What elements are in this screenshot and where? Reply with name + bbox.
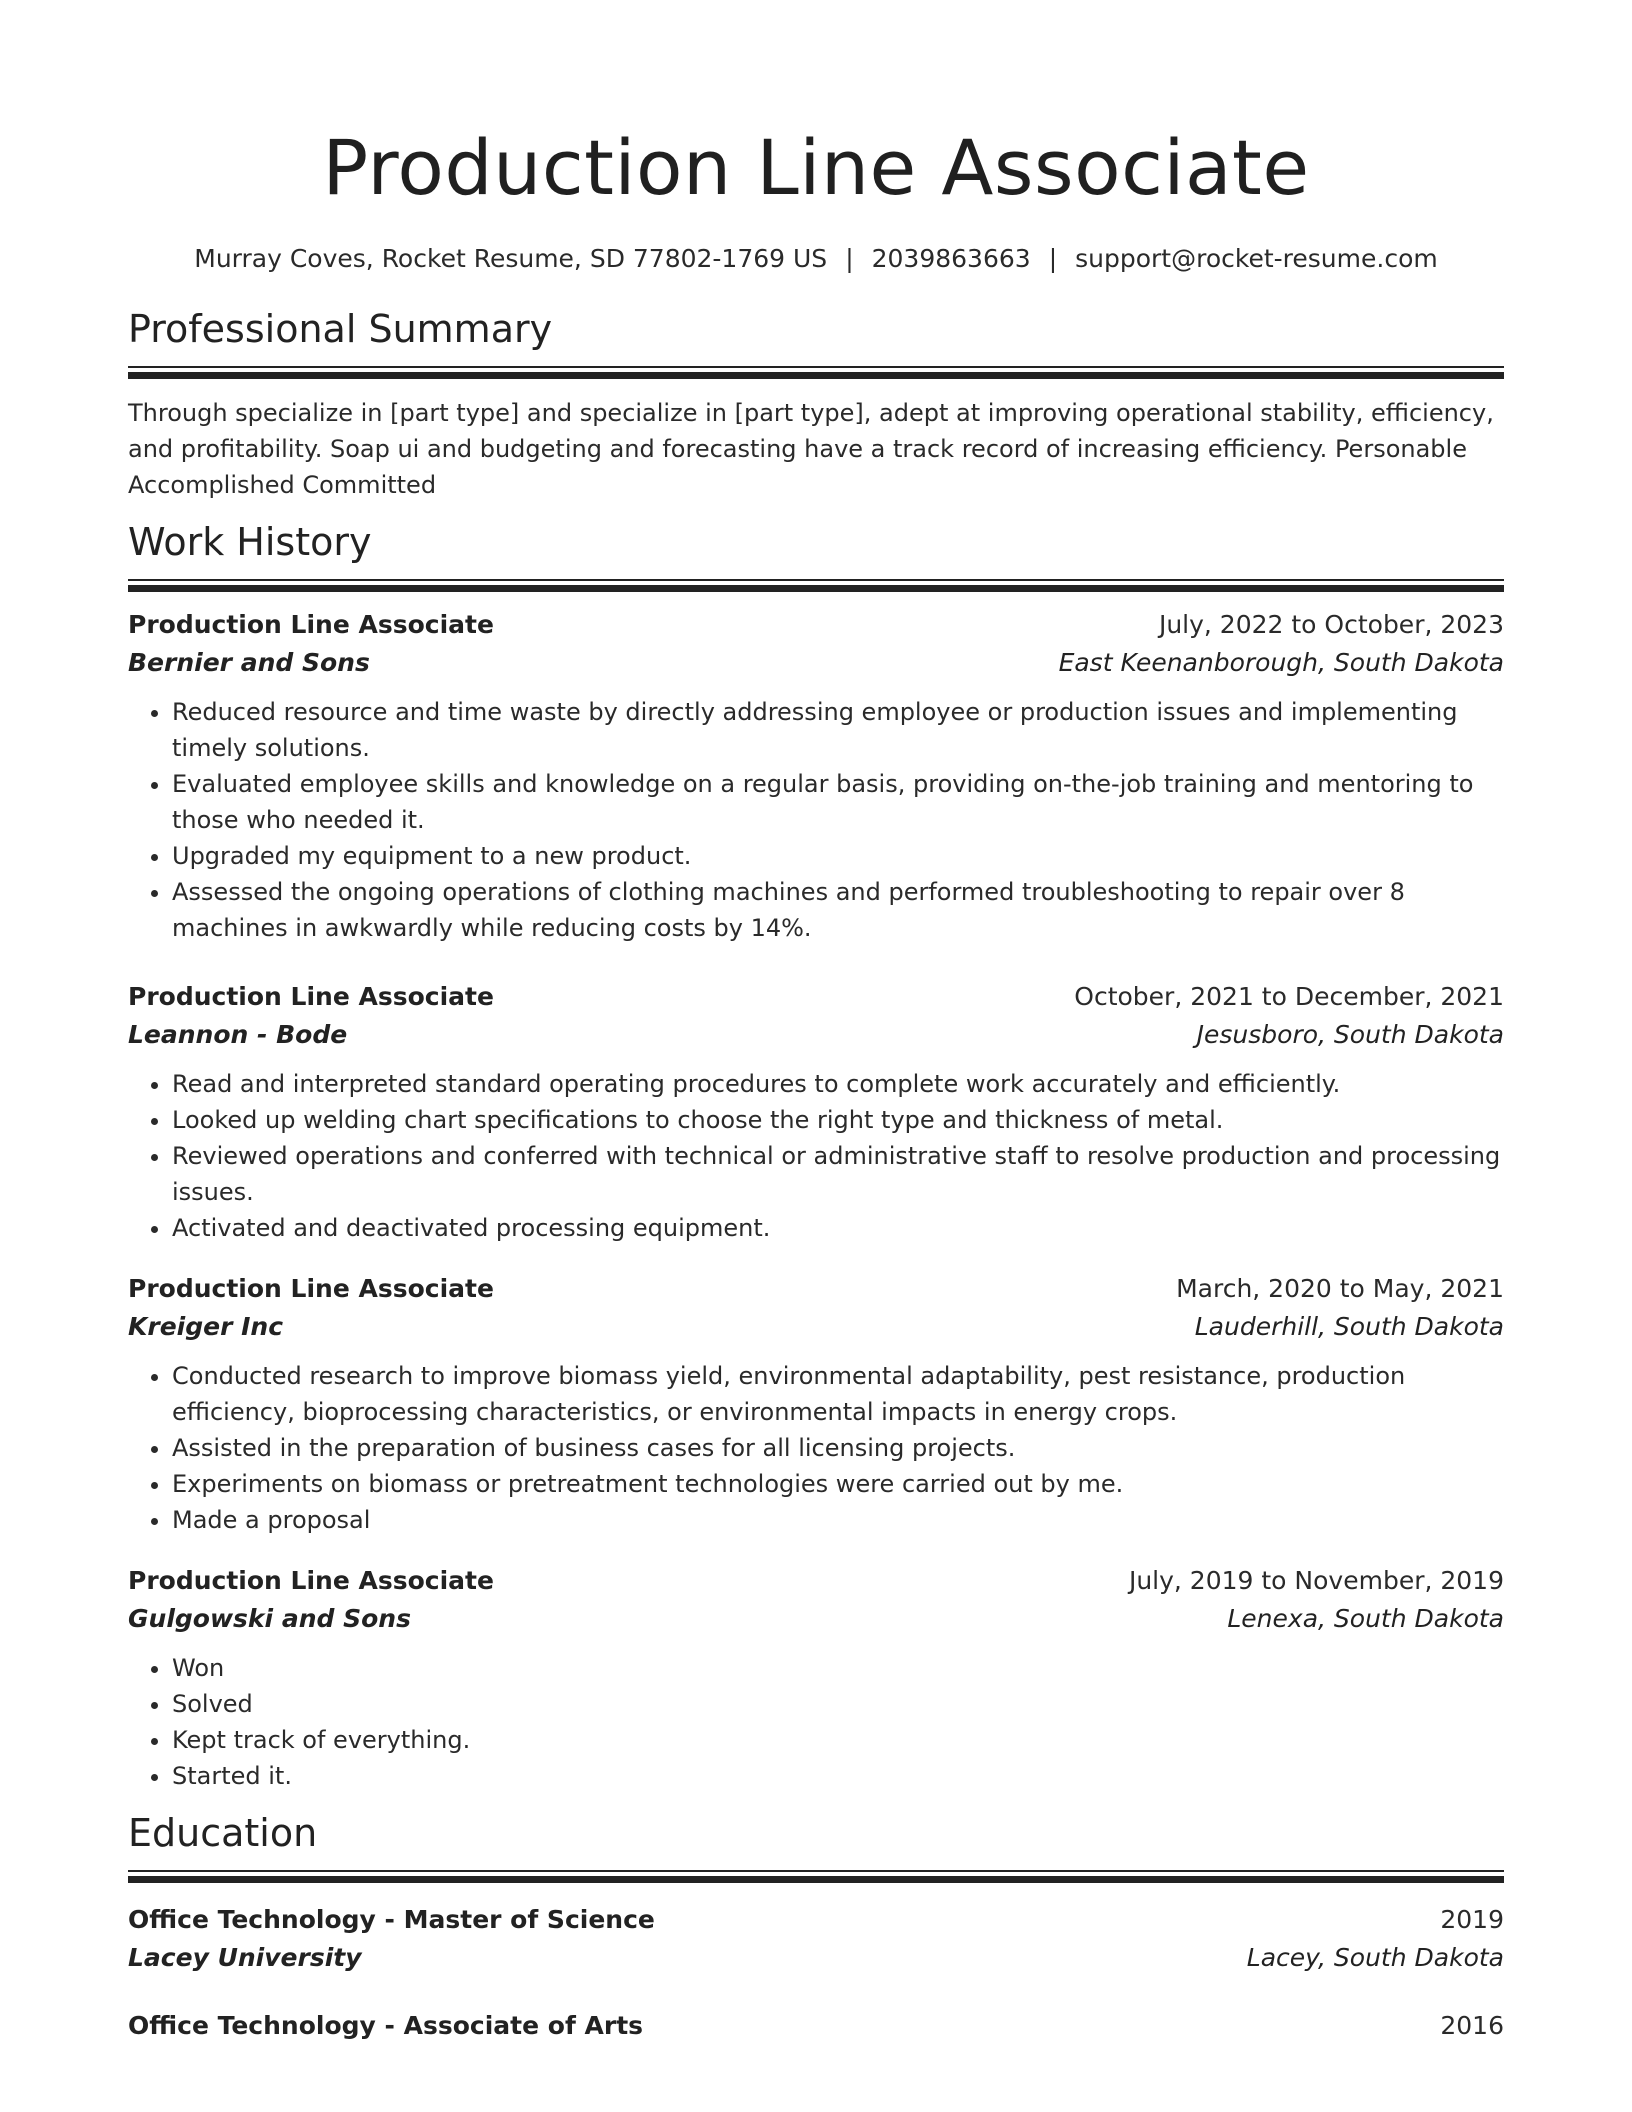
education-entry bbox=[128, 2007, 1504, 2045]
job-bullet: • Experiments on biomass or pretreatment technologies were carried out by me. bbox=[172, 1466, 1504, 1502]
section-divider bbox=[128, 366, 1504, 379]
job-bullets bbox=[128, 1650, 1504, 1794]
education-degree: Office Technology - Associate of Arts bbox=[128, 2011, 644, 2040]
job-bullets bbox=[128, 1358, 1504, 1538]
contact-email: support@rocket-resume.com bbox=[1075, 244, 1438, 273]
section-title-education: Education bbox=[128, 1811, 318, 1855]
job-bullet: • Kept track of everything. bbox=[172, 1722, 1504, 1758]
work-history-section bbox=[128, 517, 1504, 1794]
job-bullet: • Solved bbox=[172, 1686, 1504, 1722]
summary-text: Through specialize in [part type] and specialize in [part type], adept at improving operational stability, efficiency, and profitability. Soap ui and budgeting and forecasting have a track record of increasing efficiency. Personable Accomplished Committed bbox=[128, 399, 1494, 499]
job-bullet: • Upgraded my equipment to a new product. bbox=[172, 838, 1504, 874]
job-bullets bbox=[128, 694, 1504, 946]
job-location: Lauderhill, South Dakota bbox=[1194, 1312, 1504, 1341]
job-dates: March, 2020 to May, 2021 bbox=[1176, 1274, 1504, 1303]
job-entry bbox=[128, 1270, 1504, 1538]
job-title: Production Line Associate bbox=[128, 982, 494, 1011]
job-entry bbox=[128, 978, 1504, 1246]
job-bullet: • Conducted research to improve biomass yield, environmental adaptability, pest resistance, production efficiency, bioprocessing characteristics, or environmental impacts in energy crops. bbox=[172, 1358, 1504, 1430]
job-bullet: • Evaluated employee skills and knowledge on a regular basis, providing on-the-job training and mentoring to those who needed it. bbox=[172, 766, 1504, 838]
job-bullet: • Activated and deactivated processing equipment. bbox=[172, 1210, 1504, 1246]
summary-section bbox=[128, 304, 1504, 503]
job-location: Lenexa, South Dakota bbox=[1227, 1604, 1504, 1633]
education-degree: Office Technology - Master of Science bbox=[128, 1905, 655, 1934]
job-bullet: • Reviewed operations and conferred with technical or administrative staff to resolve production and processing issues. bbox=[172, 1138, 1504, 1210]
job-dates: July, 2019 to November, 2019 bbox=[1128, 1566, 1504, 1595]
education-year: 2019 bbox=[1440, 1905, 1504, 1934]
job-bullet: • Looked up welding chart specifications to choose the right type and thickness of metal. bbox=[172, 1102, 1504, 1138]
contact-separator: | bbox=[845, 244, 854, 273]
job-dates: October, 2021 to December, 2021 bbox=[1074, 982, 1504, 1011]
section-divider bbox=[128, 1870, 1504, 1883]
job-bullet: • Won bbox=[172, 1650, 1504, 1686]
job-entry bbox=[128, 606, 1504, 946]
education-school: Lacey University bbox=[128, 1943, 362, 1972]
contact-phone: 2039863663 bbox=[871, 244, 1031, 273]
job-bullet: • Reduced resource and time waste by directly addressing employee or production issues and implementing timely solutions. bbox=[172, 694, 1504, 766]
job-bullet: • Assessed the ongoing operations of clothing machines and performed troubleshooting to repair over 8 machines in awkwardly while reducing costs by 14%. bbox=[172, 874, 1504, 946]
section-title-work-history: Work History bbox=[128, 520, 372, 564]
section-title-summary: Professional Summary bbox=[128, 307, 553, 351]
job-bullet: • Started it. bbox=[172, 1758, 1504, 1794]
job-bullets bbox=[128, 1066, 1504, 1246]
job-title: Production Line Associate bbox=[128, 1566, 494, 1595]
job-location: East Keenanborough, South Dakota bbox=[1058, 648, 1504, 677]
job-bullet: • Read and interpreted standard operating procedures to complete work accurately and efficiently. bbox=[172, 1066, 1504, 1102]
contact-address: Murray Coves, Rocket Resume, SD 77802-1769 US bbox=[194, 244, 828, 273]
education-entry bbox=[128, 1901, 1504, 1977]
job-company: Leannon - Bode bbox=[128, 1020, 348, 1049]
education-section bbox=[128, 1808, 1504, 2045]
job-company: Gulgowski and Sons bbox=[128, 1604, 411, 1633]
job-company: Kreiger Inc bbox=[128, 1312, 284, 1341]
education-year: 2016 bbox=[1440, 2011, 1504, 2040]
contact-separator: | bbox=[1048, 244, 1058, 273]
resume-name: Production Line Associate bbox=[322, 123, 1310, 212]
job-entry bbox=[128, 1562, 1504, 1794]
contact-line bbox=[128, 242, 1504, 276]
resume-page bbox=[128, 0, 1504, 2045]
job-title: Production Line Associate bbox=[128, 1274, 494, 1303]
job-dates: July, 2022 to October, 2023 bbox=[1158, 610, 1504, 639]
job-bullet: • Made a proposal bbox=[172, 1502, 1504, 1538]
section-divider bbox=[128, 579, 1504, 592]
job-company: Bernier and Sons bbox=[128, 648, 370, 677]
job-title: Production Line Associate bbox=[128, 610, 494, 639]
education-location: Lacey, South Dakota bbox=[1246, 1943, 1504, 1972]
job-bullet: • Assisted in the preparation of business cases for all licensing projects. bbox=[172, 1430, 1504, 1466]
job-location: Jesusboro, South Dakota bbox=[1196, 1020, 1504, 1049]
